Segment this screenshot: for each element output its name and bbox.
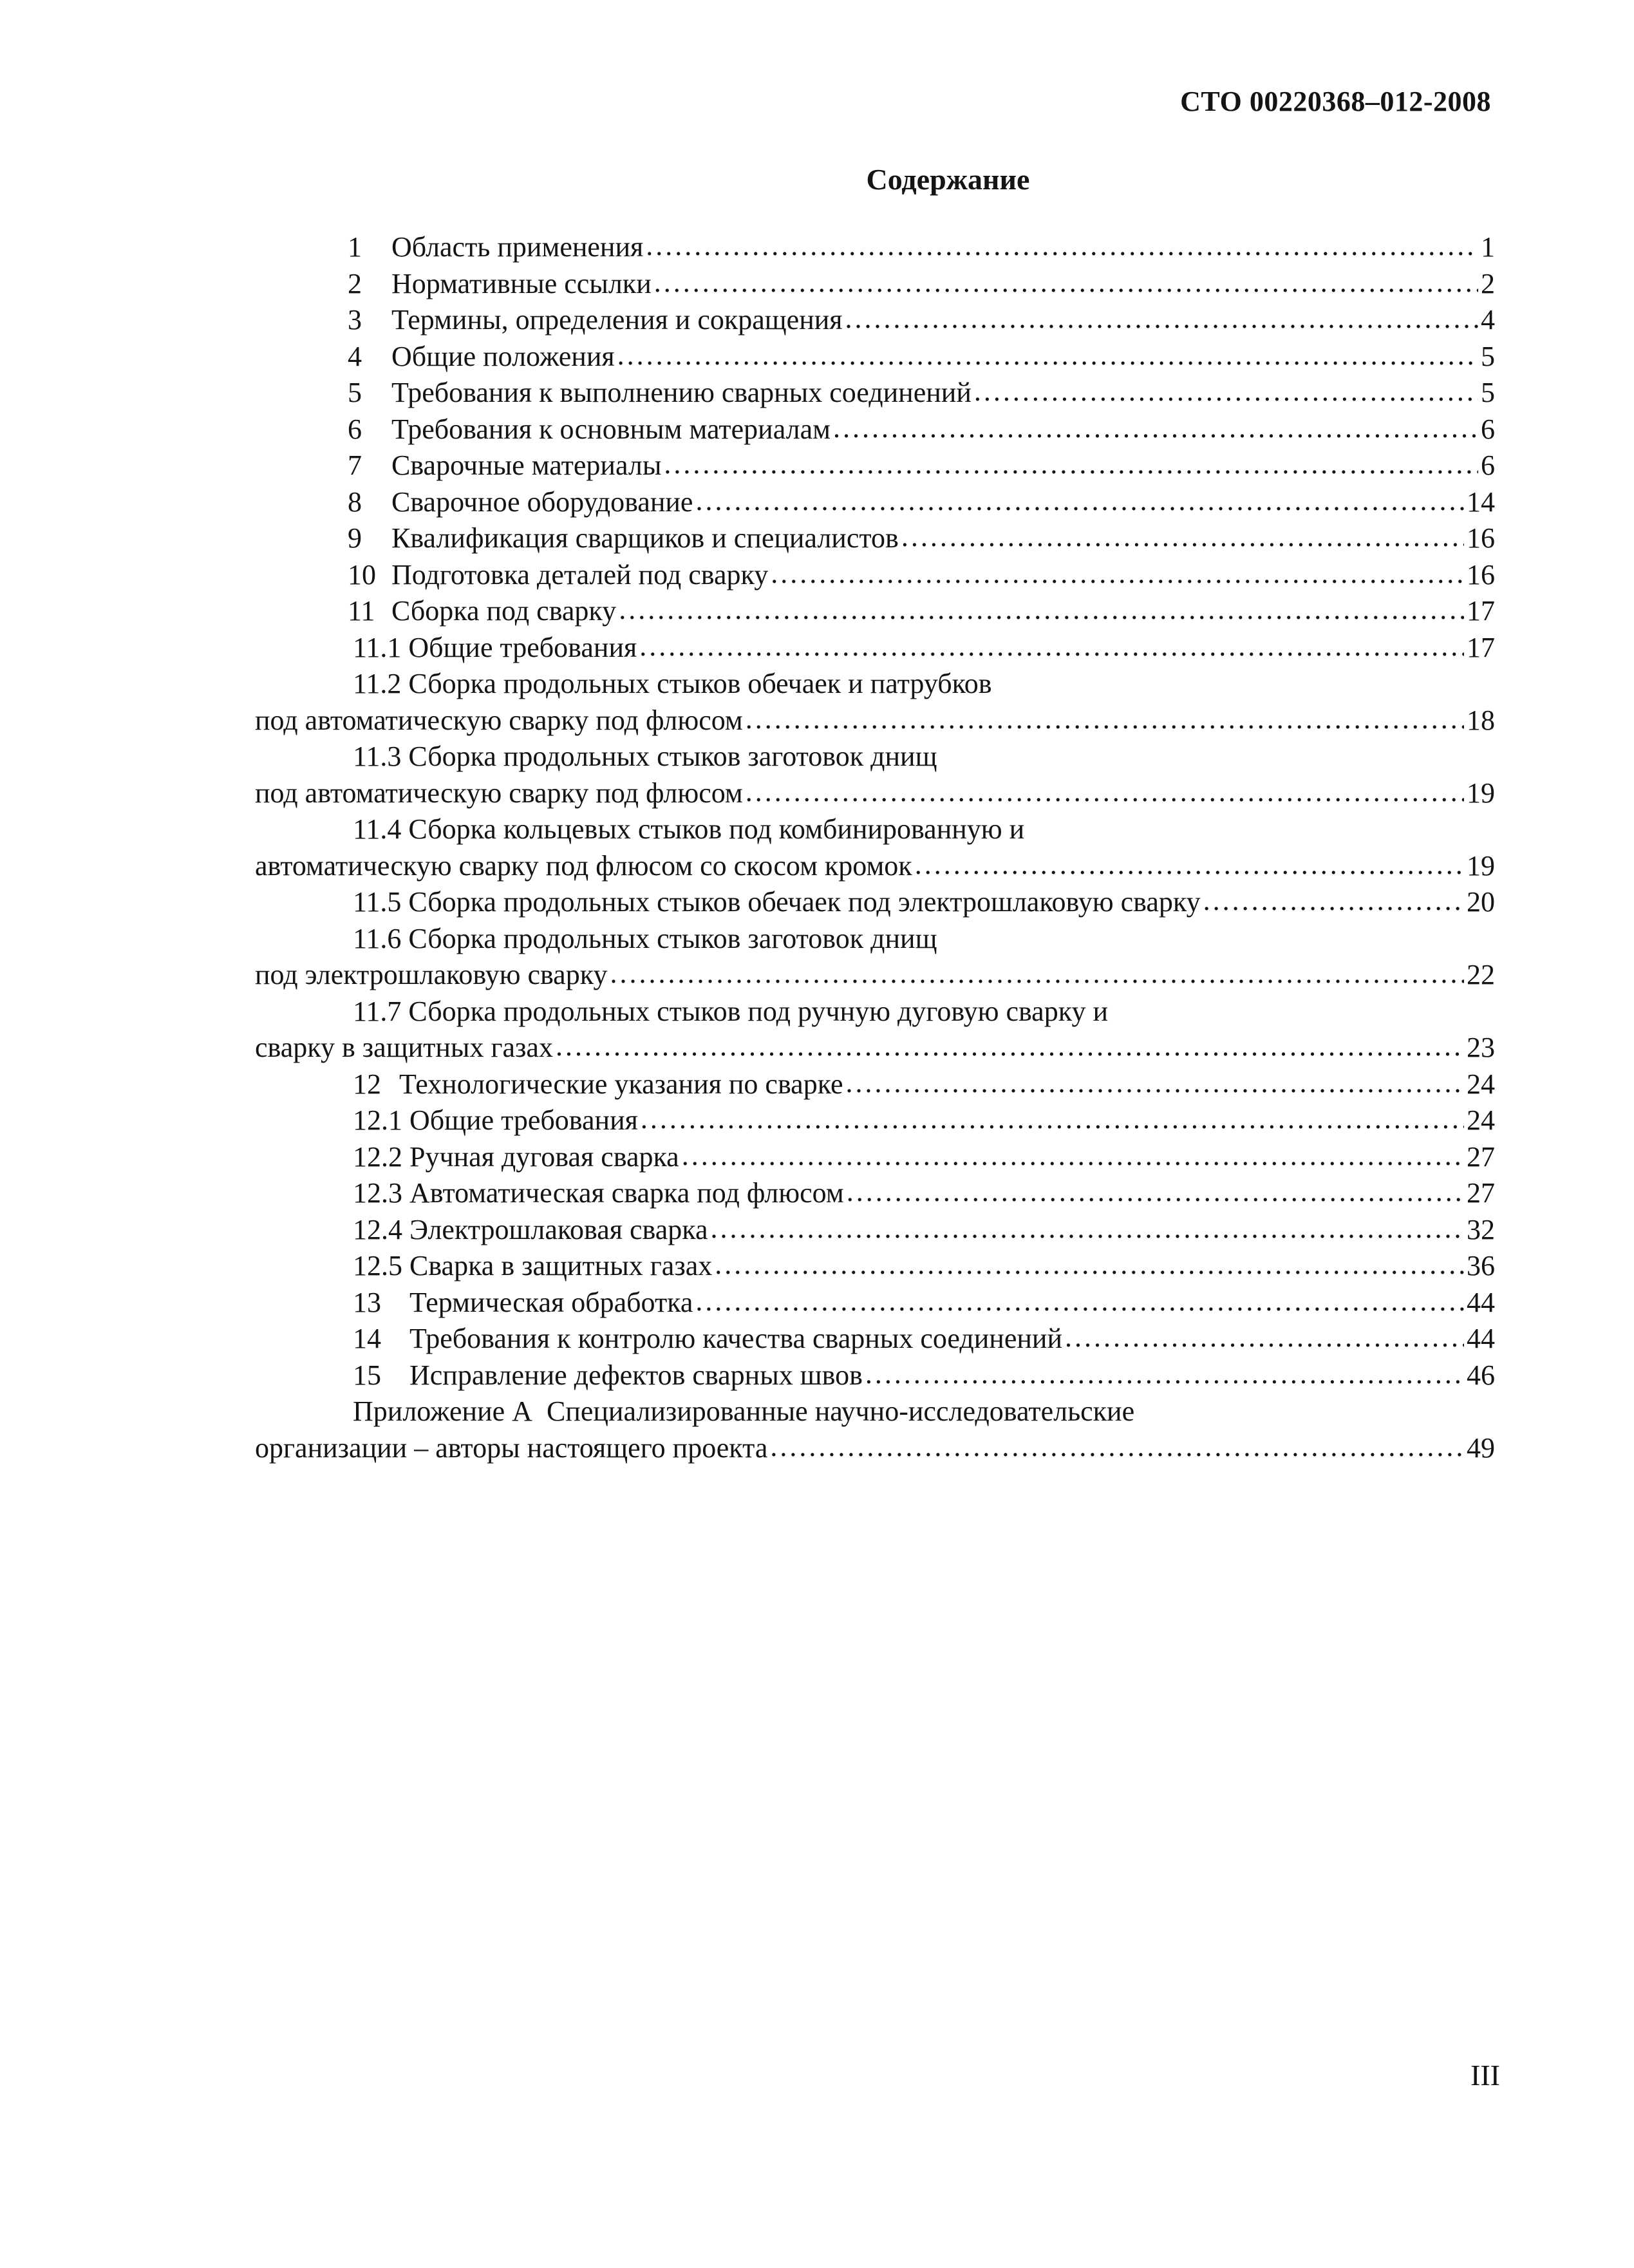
toc-entry-page: 46	[1467, 1359, 1495, 1391]
dot-leader	[845, 301, 1478, 337]
toc-entry-title-continuation: автоматическую сварку под флюсом со скосом кромок	[255, 849, 912, 882]
toc-entry-number: 12.3	[353, 1177, 402, 1209]
toc-entry-title: Сборка продольных стыков заготовок днищ	[408, 741, 937, 772]
toc-subentry[interactable]	[255, 884, 1495, 921]
toc-entry-page: 44	[1467, 1286, 1495, 1318]
toc-entry[interactable]	[255, 520, 1495, 557]
dot-leader	[746, 774, 1464, 811]
toc-entry-number: 11.6	[353, 922, 402, 954]
dot-leader	[915, 847, 1464, 884]
dot-leader	[710, 1211, 1464, 1247]
toc-appendix-label: Приложение А	[353, 1395, 532, 1427]
toc-entry[interactable]	[255, 1066, 1495, 1103]
toc-entry-number: 11.5	[353, 886, 402, 918]
dot-leader	[654, 265, 1478, 301]
dot-leader	[695, 1283, 1464, 1320]
toc-entry-title: Требования к контролю качества сварных соединений	[409, 1323, 1062, 1354]
dot-leader	[646, 228, 1478, 265]
toc-entry-number: 12.1	[353, 1104, 402, 1136]
toc-entry-title-continuation: под электрошлаковую сварку	[255, 959, 608, 990]
toc-entry-title: Сборка продольных стыков обечаек под электрошлаковую сварку	[408, 886, 1201, 918]
dot-leader	[639, 628, 1464, 665]
toc-entry-title-continuation: организации – авторы настоящего проекта	[255, 1432, 768, 1464]
toc-entry-page: 27	[1467, 1177, 1495, 1209]
dot-leader	[695, 483, 1464, 520]
toc-entry-title: Требования к основным материалам	[391, 413, 831, 445]
toc-title: Содержание	[866, 163, 1030, 196]
toc-entry-title: Сборка под сварку	[391, 595, 617, 627]
toc-entry-title: Сборка кольцевых стыков под комбинированную и	[408, 813, 1025, 845]
toc-entry[interactable]	[255, 266, 1495, 303]
toc-entry-continuation[interactable]	[255, 957, 1495, 994]
dot-leader	[1203, 883, 1464, 920]
toc-entry[interactable]	[255, 484, 1495, 521]
toc-entry-title: Сборка продольных стыков под ручную дуговую сварку и	[408, 995, 1109, 1027]
toc-entry-number: 11.4	[353, 813, 402, 845]
dot-leader	[1065, 1319, 1464, 1356]
toc-entry-page: 27	[1467, 1140, 1495, 1173]
toc-entry-number: 12.5	[353, 1250, 402, 1281]
toc-entry[interactable]	[255, 411, 1495, 448]
dot-leader	[771, 556, 1464, 592]
dot-leader	[770, 1429, 1464, 1466]
toc-entry[interactable]	[255, 229, 1495, 266]
toc-subentry[interactable]	[255, 1212, 1495, 1249]
toc-entry-page: 20	[1467, 886, 1495, 918]
toc-entry-number: 6	[348, 413, 362, 445]
toc-entry-title: Сборка продольных стыков заготовок днищ	[408, 922, 937, 954]
toc-entry-number: 1	[348, 231, 362, 263]
toc-entry-number: 11.1	[353, 631, 402, 663]
toc-entry-number: 11.2	[353, 668, 402, 699]
toc-entry-title-continuation: под автоматическую сварку под флюсом	[255, 704, 743, 736]
toc-entry-title: Термины, определения и сокращения	[391, 304, 843, 335]
toc-subentry[interactable]	[255, 811, 1495, 848]
toc-entry-number: 11.7	[353, 995, 402, 1027]
toc-entry-number: 11	[348, 595, 375, 627]
toc-subentry[interactable]	[255, 1175, 1495, 1212]
dot-leader	[901, 519, 1464, 556]
toc-entry-number: 8	[348, 486, 362, 518]
toc-entry-page: 44	[1467, 1323, 1495, 1354]
toc-entry-number: 3	[348, 304, 362, 335]
toc-entry-number: 12.4	[353, 1213, 402, 1245]
toc-entry-number: 10	[348, 558, 376, 591]
toc-entry-title-continuation: сварку в защитных газах	[255, 1032, 553, 1063]
dot-leader	[974, 373, 1478, 410]
toc-entry-page: 17	[1467, 631, 1495, 663]
toc-entry-title: Подготовка деталей под сварку	[391, 558, 769, 591]
dot-leader	[617, 337, 1478, 374]
dot-leader	[847, 1174, 1464, 1211]
toc-entry[interactable]	[255, 1357, 1495, 1394]
toc-entry-page: 5	[1481, 377, 1495, 408]
toc-entry-page: 14	[1467, 486, 1495, 518]
toc-entry-number: 9	[348, 522, 362, 554]
dot-leader	[846, 1065, 1465, 1102]
toc-entry-title: Требования к выполнению сварных соединений	[391, 377, 972, 408]
toc-entry-page: 49	[1467, 1432, 1495, 1464]
toc-subentry[interactable]	[255, 994, 1495, 1030]
toc-entry-page: 36	[1467, 1250, 1495, 1281]
toc-entry-continuation[interactable]	[255, 703, 1495, 739]
toc-entry-page: 32	[1467, 1213, 1495, 1245]
dot-leader	[865, 1356, 1464, 1393]
toc-entry-page: 16	[1467, 522, 1495, 554]
toc-entry-page: 18	[1467, 704, 1495, 736]
toc-entry-title: Сборка продольных стыков обечаек и патрубков	[408, 668, 992, 699]
toc-entry-continuation[interactable]	[255, 848, 1495, 885]
toc-subentry[interactable]	[255, 666, 1495, 703]
toc-entry-number: 2	[348, 267, 362, 299]
toc-entry-title: Общие положения	[391, 340, 615, 372]
toc-entry[interactable]	[255, 1285, 1495, 1321]
toc-entry-page: 1	[1481, 231, 1495, 263]
toc-entry[interactable]	[255, 448, 1495, 484]
toc-entry-title: Сварка в защитных газах	[409, 1250, 713, 1281]
toc-entry-continuation[interactable]	[255, 775, 1495, 812]
page-number: III	[1470, 2059, 1500, 2092]
toc-entry-number: 5	[348, 377, 362, 408]
toc-entry-page: 23	[1467, 1032, 1495, 1063]
toc-entry[interactable]	[255, 302, 1495, 339]
toc-entry-continuation[interactable]	[255, 1430, 1495, 1467]
toc-entry-title: Специализированные научно-исследовательские	[546, 1395, 1135, 1427]
toc-entry-page: 22	[1467, 959, 1495, 990]
toc-subentry[interactable]	[255, 1248, 1495, 1285]
dot-leader	[641, 1101, 1464, 1138]
toc-entry[interactable]	[255, 1321, 1495, 1357]
toc-entry-number: 15	[353, 1359, 381, 1391]
toc-entry-number: 12.2	[353, 1140, 402, 1173]
toc-entry-page: 19	[1467, 777, 1495, 809]
dot-leader	[610, 956, 1464, 992]
document-code: СТО 00220368–012-2008	[1180, 86, 1491, 117]
toc-subentry[interactable]	[255, 1139, 1495, 1176]
toc-entry-title: Исправление дефектов сварных швов	[409, 1359, 863, 1391]
toc-entry-page: 19	[1467, 849, 1495, 882]
toc-entry[interactable]	[255, 593, 1495, 630]
toc-entry-page: 24	[1467, 1068, 1495, 1100]
dot-leader	[664, 446, 1478, 483]
toc-entry-page: 17	[1467, 595, 1495, 627]
toc-subentry[interactable]	[255, 630, 1495, 666]
toc-entry-page: 6	[1481, 449, 1495, 481]
toc-entry-page: 6	[1481, 413, 1495, 445]
toc-entry-title: Электрошлаковая сварка	[409, 1213, 708, 1245]
toc-subentry[interactable]	[255, 739, 1495, 775]
toc-entry-number: 4	[348, 340, 362, 372]
toc-appendix-entry[interactable]	[255, 1394, 1495, 1430]
toc-subentry[interactable]	[255, 921, 1495, 958]
table-of-contents	[255, 229, 1495, 1466]
toc-entry-title: Общие требования	[408, 631, 637, 663]
dot-leader	[682, 1138, 1464, 1175]
toc-entry-title: Сварочные материалы	[391, 449, 662, 481]
toc-entry-title: Автоматическая сварка под флюсом	[409, 1177, 844, 1209]
dot-leader	[715, 1247, 1464, 1283]
toc-entry[interactable]	[255, 557, 1495, 594]
toc-entry[interactable]	[255, 339, 1495, 375]
toc-entry-title: Технологические указания по сварке	[399, 1068, 843, 1100]
toc-entry-title-continuation: под автоматическую сварку под флюсом	[255, 777, 743, 809]
toc-entry-number: 11.3	[353, 741, 402, 772]
toc-entry-number: 14	[353, 1323, 381, 1354]
toc-entry-page: 2	[1481, 267, 1495, 299]
toc-entry[interactable]	[255, 375, 1495, 411]
toc-entry-number: 12	[353, 1068, 381, 1100]
toc-entry-number: 13	[353, 1286, 381, 1318]
toc-entry-title: Область применения	[391, 231, 644, 263]
toc-entry-title: Квалификация сварщиков и специалистов	[391, 522, 899, 554]
toc-entry-page: 5	[1481, 340, 1495, 372]
toc-entry-page: 16	[1467, 558, 1495, 591]
dot-leader	[556, 1028, 1464, 1065]
toc-entry-number: 7	[348, 449, 362, 481]
toc-entry-title: Нормативные ссылки	[391, 267, 652, 299]
toc-entry-continuation[interactable]	[255, 1030, 1495, 1066]
toc-entry-title: Термическая обработка	[409, 1286, 693, 1318]
dot-leader	[619, 592, 1464, 628]
toc-entry-title: Ручная дуговая сварка	[409, 1140, 679, 1173]
toc-entry-page: 24	[1467, 1104, 1495, 1136]
dot-leader	[833, 410, 1478, 447]
toc-entry-page: 4	[1481, 304, 1495, 335]
toc-entry-title: Общие требования	[409, 1104, 638, 1136]
toc-entry-title: Сварочное оборудование	[391, 486, 693, 518]
toc-subentry[interactable]	[255, 1102, 1495, 1139]
dot-leader	[746, 701, 1464, 738]
